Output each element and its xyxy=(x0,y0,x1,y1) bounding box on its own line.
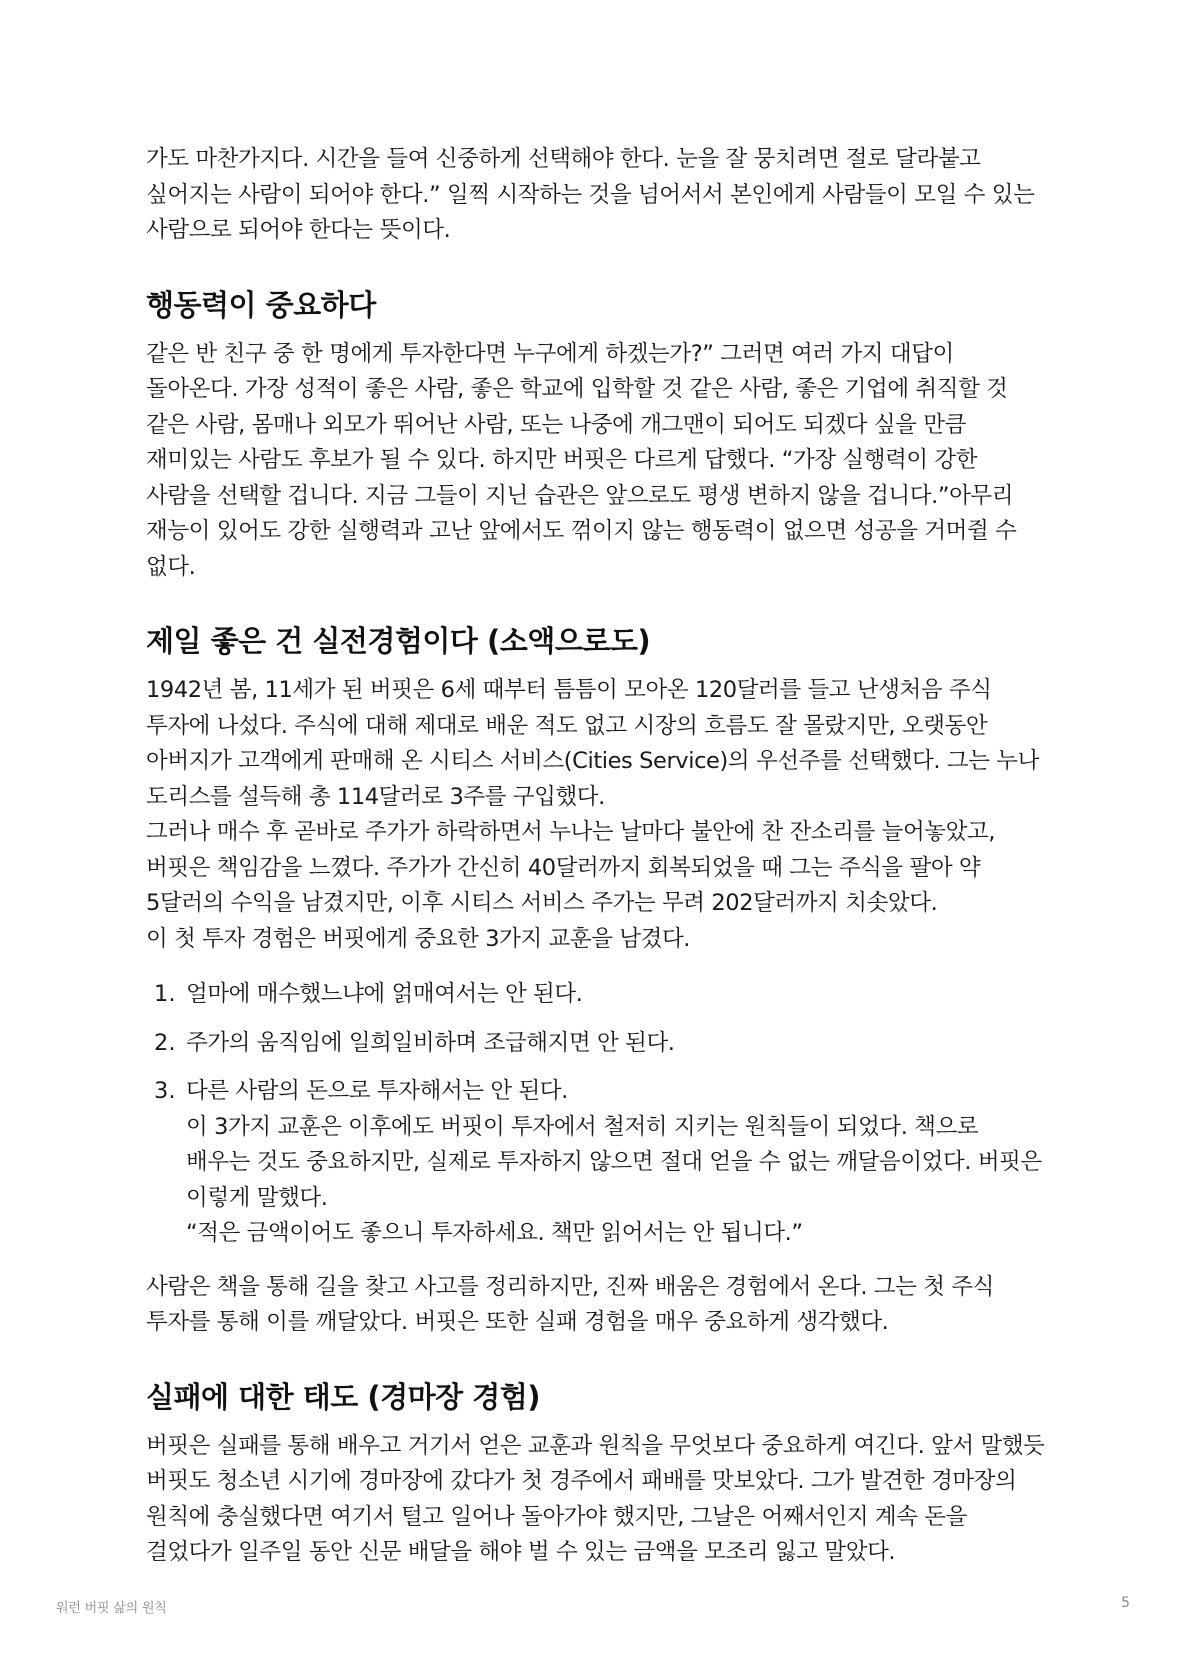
list-item-number: 3. xyxy=(154,1078,176,1104)
section-heading-action: 행동력이 중요하다 xyxy=(146,287,376,322)
experience-paragraph-2: 그러나 매수 후 곧바로 주가가 하락하면서 누나는 날마다 불안에 찬 잔소리를 늘어놓았고, 버핏은 책임감을 느꼈다. 주가가 간신히 40달러까지 회복되었을 때 그는 주식을 팔아 약 5달러의 수익을 남겼지만, 이후 시티스 서비스 주가는 무려 202달러까지 치솟았다. xyxy=(146,819,996,916)
page-body xyxy=(146,142,1046,1571)
list-item-number: 2. xyxy=(154,1029,176,1056)
list-item xyxy=(146,977,1046,1013)
section-action-paragraph: 같은 반 친구 중 한 명에게 투자한다면 누구에게 하겠는가?” 그러면 여러 가지 대답이 돌아온다. 가장 성적이 좋은 사람, 좋은 학교에 입학할 것 같은 사람, 좋은 기업에 취직할 것 같은 사람, 몸매나 외모가 뛰어난 사람, 또는 나중에 개그맨이 되어도 되겠다 싶을 만큼 재미있는 사람도 후보가 될 수 있다. 하지만 버핏은 다르게 답했다. “가장 실행력이 강한 사람을 선택할 겁니다. 지금 그들이 지닌 습관은 앞으로도 평생 변하지 않을 겁니다.”아무리 재능이 있어도 강한 실행력과 고난 앞에서도 꺾이지 않는 행동력이 없으면 성공을 거머쥘 수 없다. xyxy=(146,340,1017,580)
experience-paragraph-1: 1942년 봄, 11세가 된 버핏은 6세 때부터 틈틈이 모아온 120달러를 들고 난생처음 주식 투자에 나섰다. 주식에 대해 제대로 배운 적도 없고 시장의 흐름도 잘 몰랐지만, 오랫동안 아버지가 고객에게 판매해 온 시티스 서비스(Cities Service)의 우선주를 선택했다. 그는 누나 도리스를 설득해 총 114달러로 3주를 구입했다. xyxy=(146,677,1039,810)
list-item-text: 주가의 움직임에 일희일비하며 조급해지면 안 된다. xyxy=(186,1029,675,1056)
experience-paragraph-3: 이 첫 투자 경험은 버핏에게 중요한 3가지 교훈을 남겼다. xyxy=(146,925,691,952)
section-failure-paragraph: 버핏은 실패를 통해 배우고 거기서 얻은 교훈과 원칙을 무엇보다 중요하게 여긴다. 앞서 말했듯 버핏도 청소년 시기에 경마장에 갔다가 첫 경주에서 패배를 맛보았다. 그가 발견한 경마장의 원칙에 충실했다면 여기서 털고 일어나 돌아가야 했지만, 그날은 어째서인지 계속 돈을 걸었다가 일주일 동안 신문 배달을 해야 벌 수 있는 금액을 모조리 잃고 말았다. xyxy=(146,1432,1045,1565)
experience-paragraph-4: 사람은 책을 통해 길을 찾고 사고를 정리하지만, 진짜 배움은 경험에서 온다. 그는 첫 주식 투자를 통해 이를 깨달았다. 버핏은 또한 실패 경험을 매우 중요하게 생각했다. xyxy=(146,1273,995,1335)
page-number: 5 xyxy=(1121,1595,1130,1611)
lesson-note: 이 3가지 교훈은 이후에도 버핏이 투자에서 철저히 지키는 원칙들이 되었다. 책으로 배우는 것도 중요하지만, 실제로 투자하지 않으면 절대 얻을 수 없는 깨달음이었다. 버핏은 이렇게 말했다. xyxy=(186,1113,1042,1211)
lessons-list xyxy=(146,977,1046,1252)
list-item-number: 1. xyxy=(154,981,176,1007)
lesson-quote: “적은 금액이어도 좋으니 투자하세요. 책만 읽어서는 안 됩니다.” xyxy=(186,1220,803,1246)
list-item xyxy=(146,1074,1046,1252)
list-item-text: 다른 사람의 돈으로 투자해서는 안 된다. xyxy=(186,1078,568,1104)
section-heading-failure: 실패에 대한 태도 (경마장 경험) xyxy=(146,1379,541,1414)
footer-book-title: 워런 버핏 삶의 원칙 xyxy=(56,1601,167,1616)
list-item xyxy=(146,1026,1046,1062)
section-heading-experience: 제일 좋은 건 실전경험이다 (소액으로도) xyxy=(146,624,651,658)
list-item-text: 얼마에 매수했느냐에 얽매여서는 안 된다. xyxy=(186,981,583,1007)
intro-paragraph: 가도 마찬가지다. 시간을 들여 신중하게 선택해야 한다. 눈을 잘 뭉치려면 절로 달라붙고 싶어지는 사람이 되어야 한다.” 일찍 시작하는 것을 넘어서서 본인에게 사람들이 모일 수 있는 사람으로 되어야 한다는 뜻이다. xyxy=(146,146,1035,243)
